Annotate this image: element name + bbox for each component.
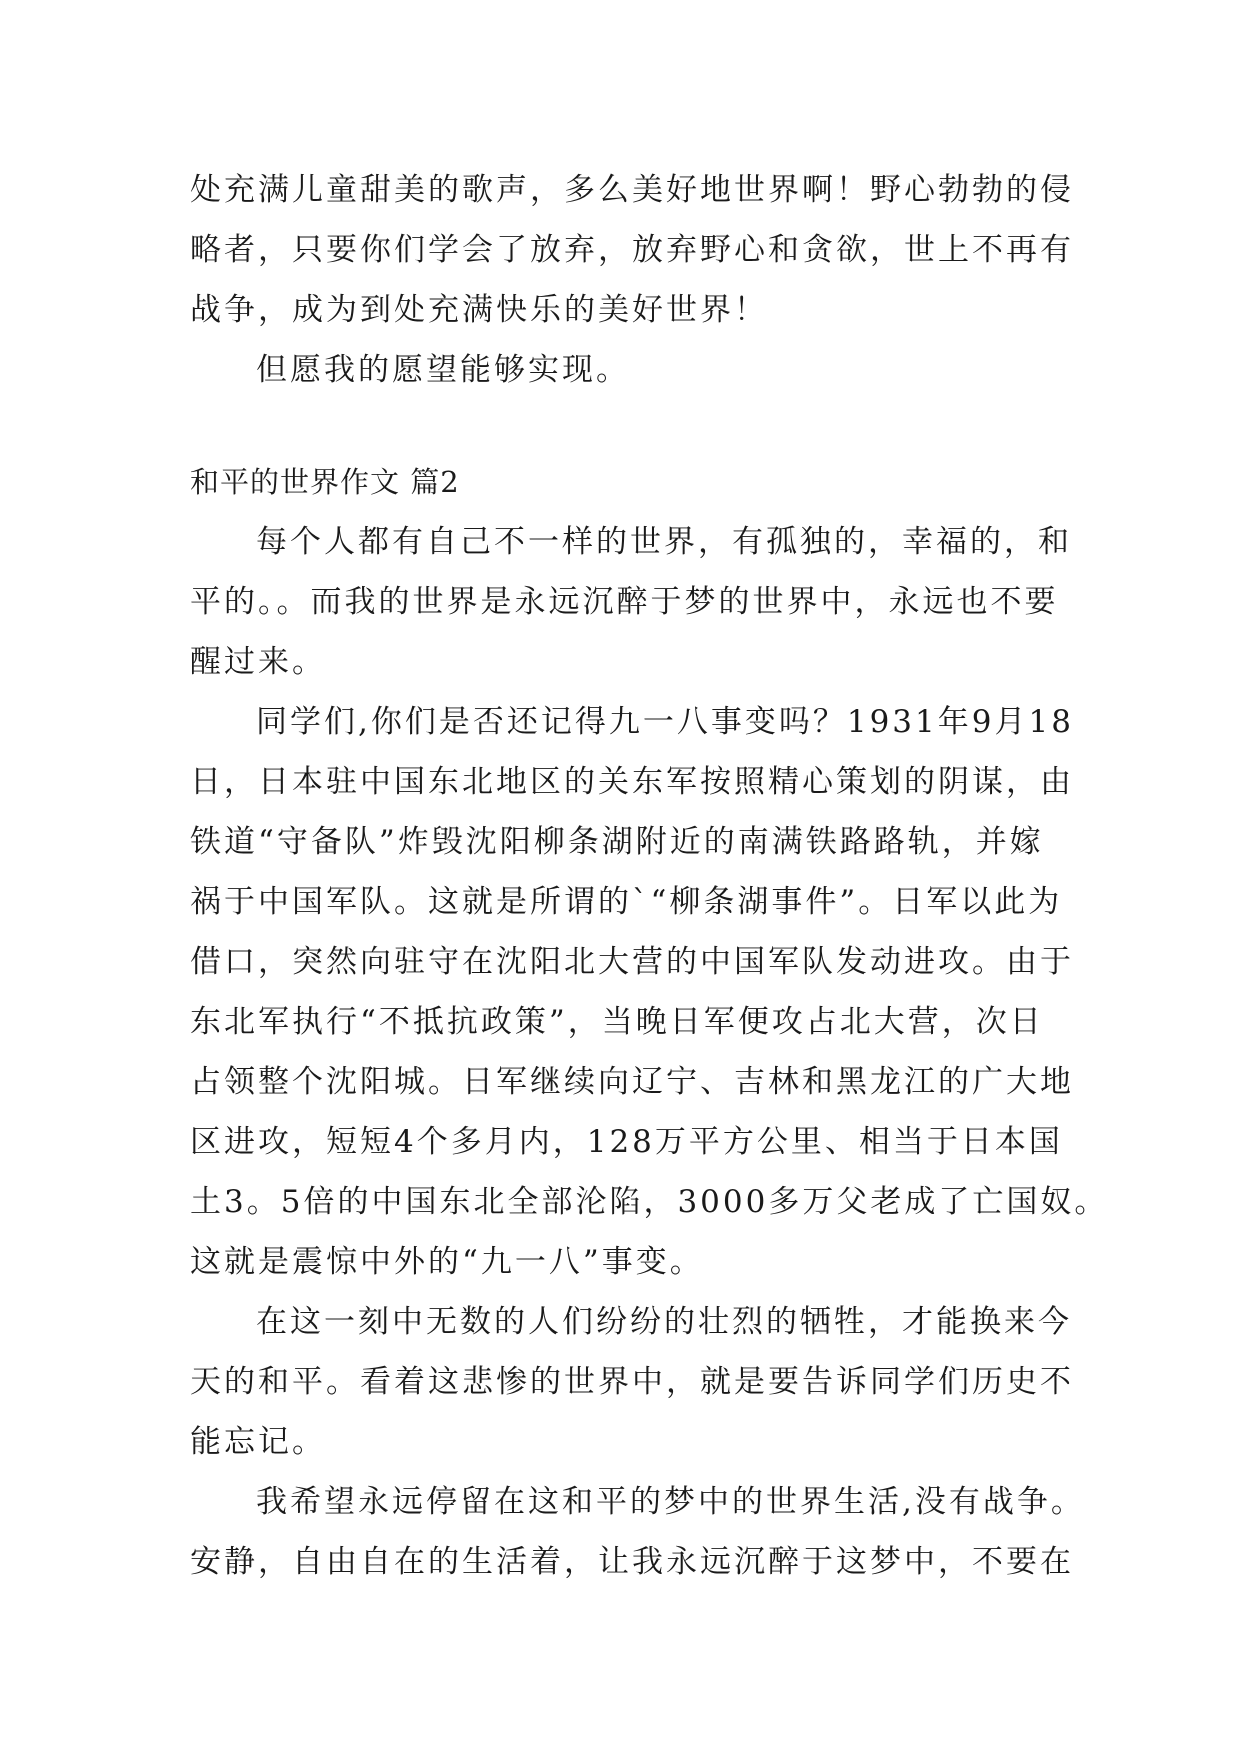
paragraph-history bbox=[190, 692, 1109, 1292]
text-line: 在这一刻中无数的人们纷纷的壮烈的牺牲，才能换来今 bbox=[256, 1304, 1072, 1340]
text-line: 这就是震惊中外的“九一八”事变。 bbox=[190, 1244, 704, 1280]
text-line: 祸于中国军队。这就是所谓的`“柳条湖事件”。日军以此为 bbox=[190, 884, 1063, 920]
text-line: 区进攻，短短4个多月内，128万平方公里、相当于日本国 bbox=[190, 1124, 1063, 1160]
text-line: 土3。5倍的中国东北全部沦陷，3000多万父老成了亡国奴。 bbox=[190, 1184, 1109, 1220]
document-page bbox=[190, 160, 1109, 1592]
text-line: 我希望永远停留在这和平的梦中的世界生活,没有战争。 bbox=[256, 1484, 1085, 1520]
text-line: 铁道“守备队”炸毁沈阳柳条湖附近的南满铁路路轨，并嫁 bbox=[190, 824, 1044, 860]
text-line: 但愿我的愿望能够实现。 bbox=[256, 352, 630, 388]
section-heading: 和平的世界作文 篇2 bbox=[190, 465, 460, 499]
text-line: 同学们,你们是否还记得九一八事变吗？1931年9月18 bbox=[256, 704, 1074, 740]
text-line: 占领整个沈阳城。日军继续向辽宁、吉林和黑龙江的广大地 bbox=[190, 1064, 1074, 1100]
text-line: 天的和平。看着这悲惨的世界中，就是要告诉同学们历史不 bbox=[190, 1364, 1074, 1400]
paragraph-intro bbox=[190, 512, 1072, 692]
spacer bbox=[190, 400, 1060, 452]
text-line: 战争，成为到处充满快乐的美好世界！ bbox=[190, 292, 768, 328]
text-line: 平的。。而我的世界是永远沉醉于梦的世界中，永远也不要 bbox=[190, 584, 1059, 620]
paragraph-hope bbox=[190, 1472, 1085, 1592]
text-line: 能忘记。 bbox=[190, 1424, 326, 1460]
text-line: 日，日本驻中国东北地区的关东军按照精心策划的阴谋，由 bbox=[190, 764, 1074, 800]
text-line: 东北军执行“不抵抗政策”，当晚日军便攻占北大营，次日 bbox=[190, 1004, 1044, 1040]
text-line: 略者，只要你们学会了放弃，放弃野心和贪欲，世上不再有 bbox=[190, 232, 1074, 268]
text-line: 安静，自由自在的生活着，让我永远沉醉于这梦中，不要在 bbox=[190, 1544, 1074, 1580]
text-line: 醒过来。 bbox=[190, 644, 326, 680]
text-line: 处充满儿童甜美的歌声，多么美好地世界啊！野心勃勃的侵 bbox=[190, 172, 1074, 208]
paragraph-wish bbox=[190, 340, 1060, 400]
text-line: 每个人都有自己不一样的世界，有孤独的，幸福的，和 bbox=[256, 524, 1072, 560]
paragraph-ending bbox=[190, 160, 1074, 340]
text-line: 借口，突然向驻守在沈阳北大营的中国军队发动进攻。由于 bbox=[190, 944, 1074, 980]
paragraph-sacrifice bbox=[190, 1292, 1074, 1472]
